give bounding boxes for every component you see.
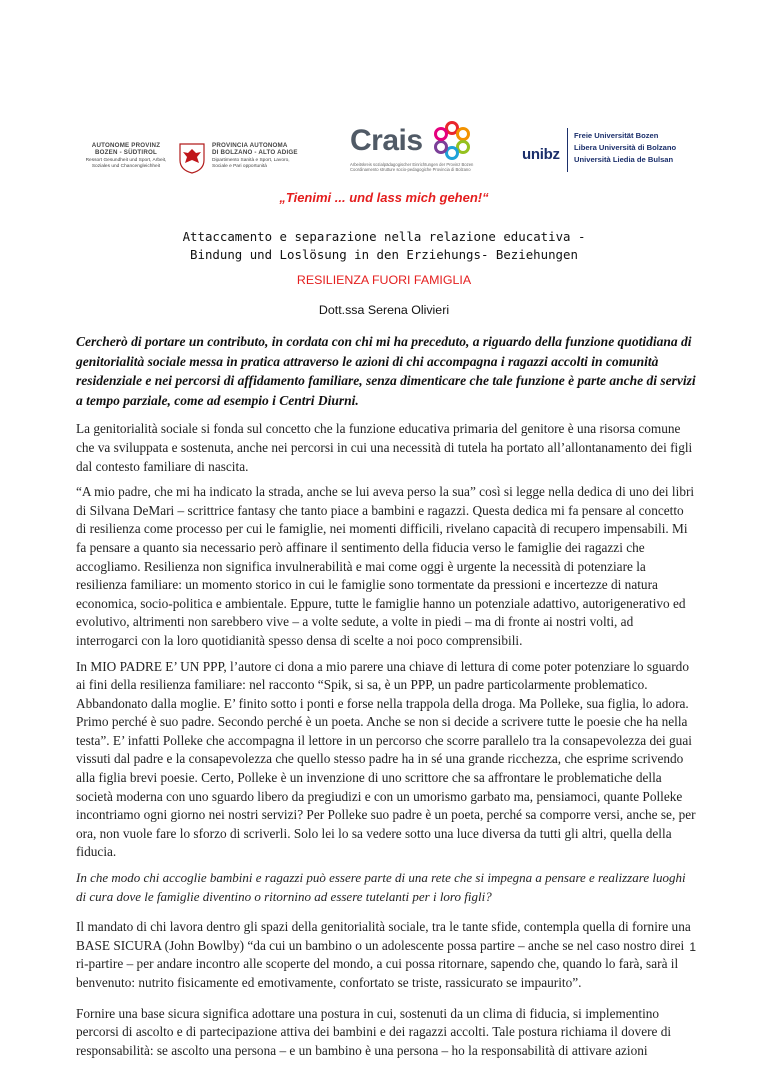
document-title: „Tienimi ... und lass mich gehen!“ [279, 190, 489, 205]
subtitle-line-de: Bindung und Loslösung in den Erziehungs- Beziehungen [190, 247, 578, 262]
unibz-logo [522, 124, 702, 174]
subtitle-line-it: Attaccamento e separazione nella relazione educativa - [182, 229, 586, 244]
unibz-divider [567, 128, 568, 172]
province-name-it-2: DI BOLZANO - ALTO ADIGE [212, 149, 298, 156]
province-name-it-1: PROVINCIA AUTONOMA [212, 142, 288, 149]
body-paragraph: La genitorialità sociale si fonda sul concetto che la funzione educativa primaria del genitore è una risorsa comune che va sviluppata e sostenuta, anche nei percorsi in cui una necessità di tutela ha portato all’allontanamento dei figli dal contesto familiare di nascita. [76, 421, 693, 474]
document-subtitle [0, 228, 768, 264]
unibz-name-de: Freie Universität Bozen [574, 131, 659, 140]
body-paragraph: In MIO PADRE E’ UN PPP, l’autore ci dona a mio parere una chiave di lettura di come poter potenziare lo sguardo ai fini della resilienza familiare: nel racconto “Spik, si sa, è un PPP, un padre particolarmente problematico. Abbandonato dalla moglie. E’ finito sotto i ponti e forse nella trappola della droga. Ma Polleke, sua figlia, lo adora. Primo perché è suo padre. Secondo perché è un poeta. Anche se non si decide a scrivere tutte le poesie che ha nella testa”. E’ infatti Polleke che accompagna il lettore in un percorso che scorre parallelo tra la consapevolezza dei guai vissuti dal padre e la consapevolezza che quello stesso padre ha in sé una grande ricchezza, che esprime scrivendo alla figlia brevi poesie. Certo, Polleke è un invenzione di uno scrittore che sa affrontare le problematiche della società moderna con uno sguardo libero da pregiudizi e con un umorismo garbato ma, pensiamoci, quante Polleke incontriamo ogni giorno nei nostri servizi? Per Polleke suo padre è un poeta, perché sa comporre versi, anche se, per ora, non vuole fare lo sforzo di scriverli. Solo lei lo sa vedere sotto una luce diversa da tutti gli altri, quella della fiducia. [76, 658, 696, 860]
page-number: 1 [689, 940, 696, 954]
section-title: RESILIENZA FUORI FAMIGLIA [296, 273, 472, 287]
province-dept-it-2: Sociale e Pari opportunità [212, 164, 267, 169]
intro-paragraph: Cercherò di portare un contributo, in cordata con chi mi ha preceduto, a riguardo della funzione quotidiana di genitorialità sociale messa in pratica attraverso le azioni di chi accompagna i ragazzi accolti in comunità residenziale e nei percorsi di affidamento familiare, senza dimenticare che tale funzione è parte anche di servizi a tempo parziale, come ad esempio i Centri Diurni. [76, 334, 696, 408]
crais-logo [346, 118, 486, 178]
unibz-name-it: Libera Università di Bolzano [574, 143, 677, 152]
crais-wordmark: Crais [350, 124, 423, 157]
document-body [76, 332, 696, 1067]
crais-tagline-de: Arbeitskreis sozialpädagogischer Einrichtungen der Provinz Bozen [350, 162, 474, 167]
province-logo [80, 142, 310, 182]
province-dept-de-1: Ressort Gesundheit und Sport, Arbeit, [85, 158, 167, 163]
unibz-name-lld: Università Liedia de Bulsan [574, 155, 674, 164]
crais-tagline-it: Coordinamento strutture socio-pedagogiche Provincia di Bolzano [350, 167, 471, 172]
eagle-coat-of-arms-icon [178, 142, 206, 174]
body-paragraph: Il mandato di chi lavora dentro gli spazi della genitorialità sociale, tra le tante sfide, contempla quella di fornire una BASE SICURA (John Bowlby) “da cui un bambino o un adolescente possa partire – anche se nel caso nostro direi ri-partire – per andare incontro alle scoperte del mondo, a cui possa ritornare, sapendo che, quando lo farà, sarà il benvenuto: nutrito fisicamente ed emotivamente, confortato se triste, rassicurato se impaurito”. [76, 919, 691, 990]
author-name: Dott.ssa Serena Olivieri [318, 303, 450, 317]
body-paragraph: “A mio padre, che mi ha indicato la strada, anche se lui aveva perso la sua” così si legge nella dedica di uno dei libri di Silvana DeMari – scrittrice fantasy che tanto piace a bambini e ragazzi. Questa dedica mi fa pensare al concetto di resilienza come processo per cui le famiglie, nei momenti difficili, rivelano capacità di recupero impensabili. Mi fa pensare a quanto sia necessario però affinare il sentimento della fiducia verso le famiglie dei ragazzi che accogliamo. Resilienza non significa invulnerabilità e mai come oggi è urgente la necessità di potenziare la resilienza familiare: un momento storico in cui le famiglie sono tormentate da pressioni e incertezze di natura economica, socio-politica e ambientale. Eppure, tutte le famiglie hanno un potenziale adattivo, autorigenerativo ed evolutivo, altrimenti non sarebbero vive – a volte sedute, a volte in piedi – ma di fronte ai nostri volti, ad interrogarci con la loro quotidianità spesso densa di scelte a noi poco comprensibili. [76, 484, 695, 648]
body-paragraph: Fornire una base sicura significa adottare una postura in cui, sostenuti da un clima di fiducia, si implementino percorsi di ascolto e di partecipazione attiva dei bambini e dei ragazzi accolti. Tale postura richiama il dovere di responsabilità: se ascolto una persona – e un bambino è una persona – ho la responsabilità di attivare azioni [76, 1005, 672, 1058]
province-dept-it-1: Dipartimento Sanità e Sport, Lavoro, [212, 158, 290, 163]
question-paragraph: In che modo chi accoglie bambini e ragazzi può essere parte di una rete che si impegna a pensare e realizzare luoghi di cura dove le famiglie diventino o ritornino ad essere tutelanti per i loro figli? [76, 870, 686, 904]
province-name-de-1: AUTONOME PROVINZ [91, 142, 161, 149]
logo-bar [80, 118, 700, 178]
unibz-wordmark: unibz [522, 146, 560, 163]
crais-flower-icon [432, 120, 472, 160]
province-name-de-2: BOZEN - SÜDTIROL [95, 149, 157, 156]
province-dept-de-2: Soziales und Chancengleichheit [91, 164, 161, 169]
